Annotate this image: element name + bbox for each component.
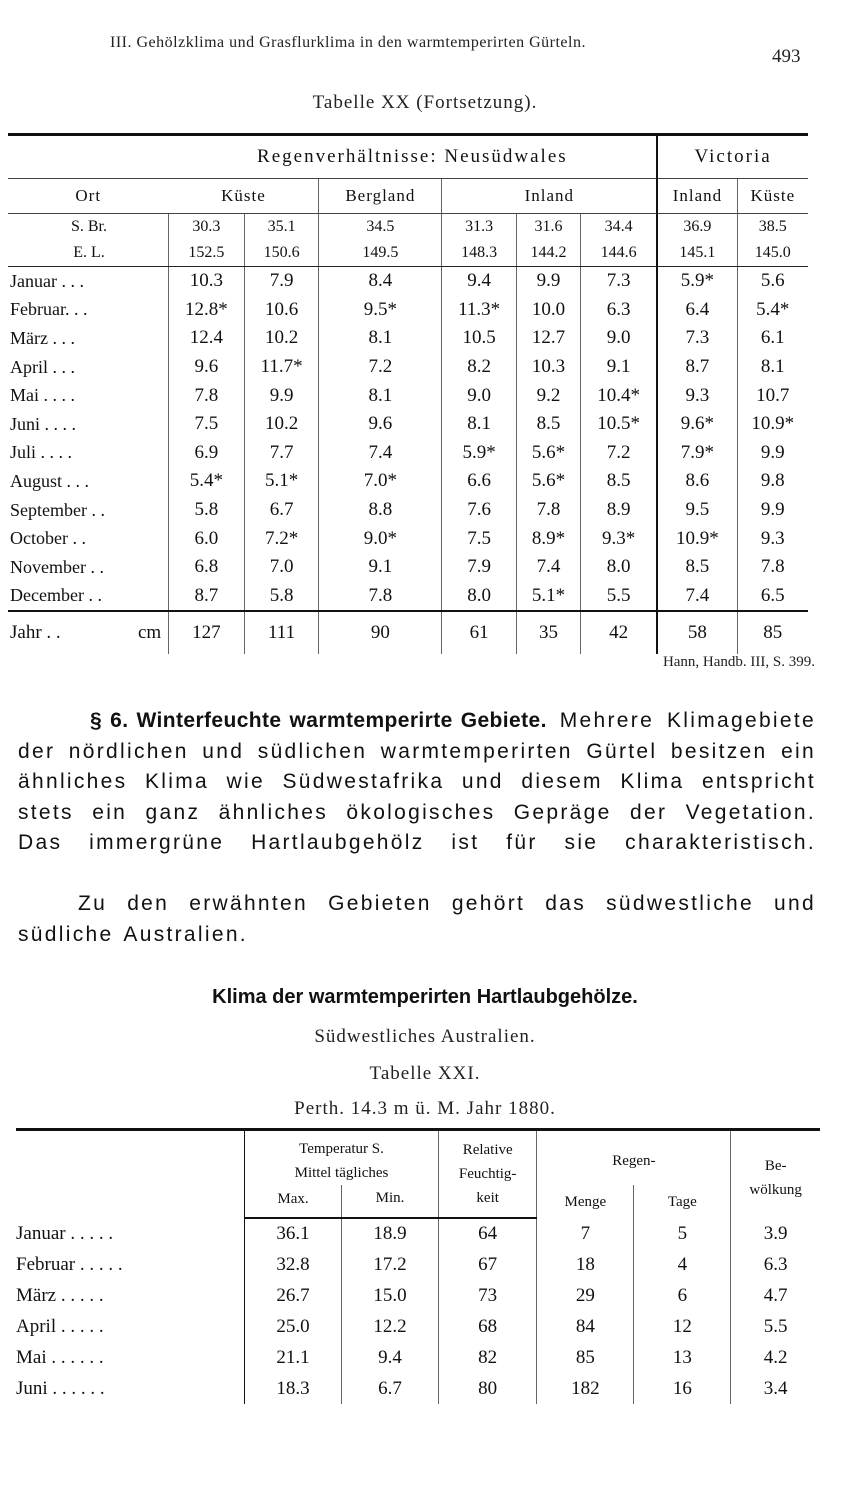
table21 (16, 1128, 820, 1404)
table-cell: 12.7 (516, 324, 580, 353)
table-cell: 9.2 (516, 381, 580, 410)
table20 (8, 133, 808, 654)
month-label: December . . (8, 582, 169, 612)
table-cell: 80 (439, 1373, 537, 1404)
table-cell: 73 (439, 1280, 537, 1311)
month-label: Juni . . . . (10, 413, 77, 434)
table-cell: 25.0 (245, 1311, 342, 1342)
table21-head-menge: Menge (537, 1185, 634, 1218)
table-cell: 9.9 (516, 267, 580, 296)
month-label: April . . . (10, 356, 75, 377)
table-cell: 85 (737, 611, 808, 654)
table-cell: 6.1 (737, 324, 808, 353)
table-cell: 8.7 (169, 582, 245, 612)
table-cell: 11.7* (244, 353, 319, 382)
table-cell: 7.8 (319, 582, 442, 612)
month-label: November . . (10, 556, 104, 577)
table-cell: 9.3 (737, 524, 808, 553)
table-cell: 5.8 (169, 496, 245, 525)
table-cell: 5.6 (737, 267, 808, 296)
klima-region: Südwestliches Australien. (314, 1026, 536, 1047)
table-cell: 7.5 (169, 410, 245, 439)
table-cell: 29 (537, 1280, 634, 1311)
table-cell: 4 (634, 1249, 731, 1280)
table-cell: 7.7 (244, 439, 319, 468)
table-row (16, 1311, 820, 1342)
table-cell: 67 (439, 1249, 537, 1280)
section-text-1: Mehrere Klimagebiete der nördlichen und südlichen warmtemperirten Gürtel besitzen ein ähnliches Klima wie Südwestafrika und diesem Klima entspricht stets ein ganz ähnliches ökologisches Gepräge der Vegetation. Das immergrüne Hartlaubgehölz ist für sie charakteristisch. (18, 709, 816, 854)
table-cell: 8.7 (657, 353, 737, 382)
klima-heading: Klima der warmtemperirten Hartlaubgehölze. (212, 986, 638, 1008)
table-cell: 9.1 (581, 353, 658, 382)
table-cell: 5.9* (442, 439, 517, 468)
table21-head-tage: Tage (634, 1185, 731, 1218)
table-cell: 9.3 (657, 381, 737, 410)
table20-sub-bergland: Bergland (319, 179, 442, 214)
table-cell: 9.0* (319, 524, 442, 553)
table-cell: 21.1 (245, 1342, 342, 1373)
table-cell: 35 (516, 611, 580, 654)
table-cell: 32.8 (245, 1249, 342, 1280)
table-cell: 9.0 (581, 324, 658, 353)
table-cell: 34.5 (319, 214, 442, 241)
table21-title: Tabelle XXI. (369, 1063, 481, 1084)
table-cell: 9.0 (442, 381, 517, 410)
table-cell: 8.0 (442, 582, 517, 612)
table-cell: 68 (439, 1311, 537, 1342)
table-cell: 26.7 (245, 1280, 342, 1311)
running-title: III. Gehölzklima und Grasflurklima in den warmtemperirten Gürteln. (110, 34, 586, 51)
table-cell: 7.9 (442, 553, 517, 582)
table20-lon-label: E. L. (8, 240, 169, 267)
table-cell: 8.1 (319, 381, 442, 410)
table-row (8, 296, 808, 325)
table-cell: 11.3* (442, 296, 517, 325)
table-cell: 12.4 (169, 324, 245, 353)
table-cell: 8.5 (657, 553, 737, 582)
table-cell: 3.9 (731, 1218, 820, 1249)
table-cell: 5.5 (731, 1311, 820, 1342)
table-cell: 5.8 (244, 582, 319, 612)
table-cell: 8.1 (319, 324, 442, 353)
table-cell: 10.9* (657, 524, 737, 553)
table-cell: 90 (319, 611, 442, 654)
table-cell: 3.4 (731, 1373, 820, 1404)
table-cell: 8.2 (442, 353, 517, 382)
table-row (8, 496, 808, 525)
table-row (16, 1373, 820, 1404)
table-cell: 7.9* (657, 439, 737, 468)
table-cell: 38.5 (737, 214, 808, 241)
table-cell: 9.4 (342, 1342, 439, 1373)
table-cell: 5.4* (169, 467, 245, 496)
table-cell: 84 (537, 1311, 634, 1342)
table-cell: 5.9* (657, 267, 737, 296)
table-cell: 36.9 (657, 214, 737, 241)
table21-head-min: Min. (342, 1185, 439, 1211)
table-cell: 5.1* (244, 467, 319, 496)
table-cell: 7.6 (442, 496, 517, 525)
table-cell: 8.9* (516, 524, 580, 553)
table-cell: 7.8 (169, 381, 245, 410)
table-cell: 148.3 (442, 240, 517, 267)
table-cell: 4.7 (731, 1280, 820, 1311)
table-cell: 9.8 (737, 467, 808, 496)
table-cell: 10.4* (581, 381, 658, 410)
table21-head-max: Max. (245, 1185, 342, 1211)
table-cell: 8.5 (516, 410, 580, 439)
table-cell: 5.6* (516, 467, 580, 496)
table-cell: 16 (634, 1373, 731, 1404)
table-cell: 31.6 (516, 214, 580, 241)
month-label: Februar. . . (10, 299, 88, 320)
table-cell: 5.5 (581, 582, 658, 612)
table-row (16, 1280, 820, 1311)
table-cell: 7.2* (244, 524, 319, 553)
section-paragraph-1 (18, 706, 816, 859)
table20-sub-vic-kueste: Küste (737, 179, 808, 214)
table-cell: 182 (537, 1373, 634, 1404)
table-cell: 8.1 (737, 353, 808, 382)
month-label: Juni . . . . . . (16, 1377, 105, 1399)
month-label: September . . (10, 499, 105, 520)
table-cell: 6.9 (169, 439, 245, 468)
table20-caption: Tabelle XX (Fortsetzung). (312, 92, 538, 113)
table-cell: 8.1 (442, 410, 517, 439)
table21-corner (16, 1130, 245, 1219)
table-cell: 4.2 (731, 1342, 820, 1373)
table-cell: 10.6 (244, 296, 319, 325)
table-cell: 7.8 (737, 553, 808, 582)
table-cell: 144.2 (516, 240, 580, 267)
table-cell: 10.2 (244, 324, 319, 353)
table-row (8, 524, 808, 553)
table20-sub-inland: Inland (442, 179, 657, 214)
table-cell: 5 (634, 1218, 731, 1249)
table-cell: 6.3 (731, 1249, 820, 1280)
table-row (16, 1249, 820, 1280)
table21-head-rf: Relative Feuchtig- keit (439, 1130, 537, 1212)
table-cell: 9.1 (319, 553, 442, 582)
table20-lon-row (8, 240, 808, 267)
table-row (8, 582, 808, 612)
table-cell: 82 (439, 1342, 537, 1373)
table-cell: 7.0* (319, 467, 442, 496)
table-cell: 9.6 (319, 410, 442, 439)
page-number: 493 (772, 46, 801, 67)
table-row (8, 410, 808, 439)
table-row (16, 1342, 820, 1373)
table20-col-ort: Ort (8, 179, 169, 214)
month-label: August . . . (10, 470, 90, 491)
table-row (8, 267, 808, 296)
table-row (8, 439, 808, 468)
table21-head-temp: Temperatur S. Mittel tägliches (245, 1130, 439, 1186)
month-label: Juli . . . . (10, 442, 73, 463)
table-cell: 18.9 (342, 1218, 439, 1249)
table-cell: 64 (439, 1218, 537, 1249)
table-cell: 127 (169, 611, 245, 654)
table-cell: 35.1 (244, 214, 319, 241)
table20-sub-vic-inland: Inland (657, 179, 737, 214)
table-row (16, 1218, 820, 1249)
month-label: März . . . (10, 327, 75, 348)
table-cell: 149.5 (319, 240, 442, 267)
table-row (8, 553, 808, 582)
table-cell: 10.2 (244, 410, 319, 439)
table-cell: 7.9 (244, 267, 319, 296)
table-row (8, 324, 808, 353)
month-label: Mai . . . . . . (16, 1346, 104, 1368)
month-label: April . . . . . (16, 1315, 104, 1337)
table-cell: 7.3 (657, 324, 737, 353)
table21-head-bew: Be- wölkung (731, 1130, 820, 1219)
table-cell: 9.4 (442, 267, 517, 296)
table-cell: 6.4 (657, 296, 737, 325)
month-label: October . . (10, 528, 86, 549)
table21-head-regen: Regen- (537, 1130, 731, 1186)
month-label: März . . . . . (16, 1284, 104, 1306)
table-row (8, 353, 808, 382)
table-cell: 8.5 (581, 467, 658, 496)
table-cell: 9.5 (657, 496, 737, 525)
section-paragraph-2: Zu den erwähnten Gebieten gehört das südwestliche und südliche Australien. (18, 892, 816, 946)
table-cell: 7.8 (516, 496, 580, 525)
table-row (8, 467, 808, 496)
table-cell: 7.4 (319, 439, 442, 468)
table-cell: 9.9 (244, 381, 319, 410)
table-cell: 144.6 (581, 240, 658, 267)
table-cell: 9.9 (737, 496, 808, 525)
table-row (8, 381, 808, 410)
table-cell: 9.5* (319, 296, 442, 325)
table-cell: 17.2 (342, 1249, 439, 1280)
table-cell: 5.6* (516, 439, 580, 468)
table-cell: 8.6 (657, 467, 737, 496)
table-cell: 36.1 (245, 1218, 342, 1249)
table-cell: 10.3 (169, 267, 245, 296)
table20-group-nsw: Regenverhältnisse: Neusüdwales (169, 135, 658, 179)
table-cell: 7.3 (581, 267, 658, 296)
table-cell: 6.5 (737, 582, 808, 612)
table20-year-unit: cm (138, 622, 162, 644)
table20-sub-kueste: Küste (169, 179, 319, 214)
table-cell: 6 (634, 1280, 731, 1311)
table-cell: 150.6 (244, 240, 319, 267)
table-cell: 18.3 (245, 1373, 342, 1404)
table-cell: 6.7 (244, 496, 319, 525)
table-cell: 7.2 (319, 353, 442, 382)
table-cell: 145.0 (737, 240, 808, 267)
table-cell: 6.6 (442, 467, 517, 496)
table-cell: 85 (537, 1342, 634, 1373)
table-cell: 12.8* (169, 296, 245, 325)
table20-source: Hann, Handb. III, S. 399. (662, 654, 815, 670)
table-cell: 34.4 (581, 214, 658, 241)
table-cell: 7 (537, 1218, 634, 1249)
table-cell: 6.7 (342, 1373, 439, 1404)
table20-corner (8, 135, 169, 179)
month-label: Februar . . . . . (16, 1253, 123, 1275)
table-cell: 18 (537, 1249, 634, 1280)
table-cell: 6.8 (169, 553, 245, 582)
table-cell: 9.6 (169, 353, 245, 382)
table-cell: 12.2 (342, 1311, 439, 1342)
table-cell: 8.4 (319, 267, 442, 296)
table-cell: 15.0 (342, 1280, 439, 1311)
table-cell: 7.5 (442, 524, 517, 553)
table-cell: 5.1* (516, 582, 580, 612)
table-cell: 145.1 (657, 240, 737, 267)
table20-lat-label: S. Br. (70, 218, 107, 235)
station-line: Perth. 14.3 m ü. M. Jahr 1880. (294, 1098, 556, 1119)
month-label: Januar . . . . . (16, 1222, 114, 1244)
table-cell: 7.4 (657, 582, 737, 612)
month-label: Januar . . . (10, 270, 84, 291)
table-cell: 6.0 (169, 524, 245, 553)
table-cell: 152.5 (169, 240, 245, 267)
table-cell: 31.3 (442, 214, 517, 241)
table-cell: 7.4 (516, 553, 580, 582)
table-cell: 10.5 (442, 324, 517, 353)
month-label: Mai . . . . (10, 385, 75, 406)
table-cell: 10.5* (581, 410, 658, 439)
table-cell: 42 (581, 611, 658, 654)
table-cell: 30.3 (169, 214, 245, 241)
table-cell: 7.0 (244, 553, 319, 582)
table-cell: 9.3* (581, 524, 658, 553)
table-cell: 10.7 (737, 381, 808, 410)
table-cell: 10.9* (737, 410, 808, 439)
table20-group-victoria: Victoria (657, 135, 808, 179)
table-cell: 111 (244, 611, 319, 654)
table-cell: 12 (634, 1311, 731, 1342)
table-cell: 9.9 (737, 439, 808, 468)
section-number: § 6. (90, 709, 129, 732)
table-cell: 9.6* (657, 410, 737, 439)
section-heading: Winterfeuchte warmtemperirte Gebiete. (136, 709, 547, 732)
table-cell: 7.2 (581, 439, 658, 468)
table-cell: 8.8 (319, 496, 442, 525)
table20-lat-row (8, 214, 808, 241)
table-cell: 10.3 (516, 353, 580, 382)
table-cell: 61 (442, 611, 517, 654)
table-cell: 6.3 (581, 296, 658, 325)
table-cell: 13 (634, 1342, 731, 1373)
table-cell: 8.0 (581, 553, 658, 582)
table-cell: 5.4* (737, 296, 808, 325)
table-cell: 8.9 (581, 496, 658, 525)
table-cell: 58 (657, 611, 737, 654)
table20-year-row (8, 611, 808, 654)
table20-year-label: Jahr . . (10, 622, 61, 644)
table-cell: 10.0 (516, 296, 580, 325)
